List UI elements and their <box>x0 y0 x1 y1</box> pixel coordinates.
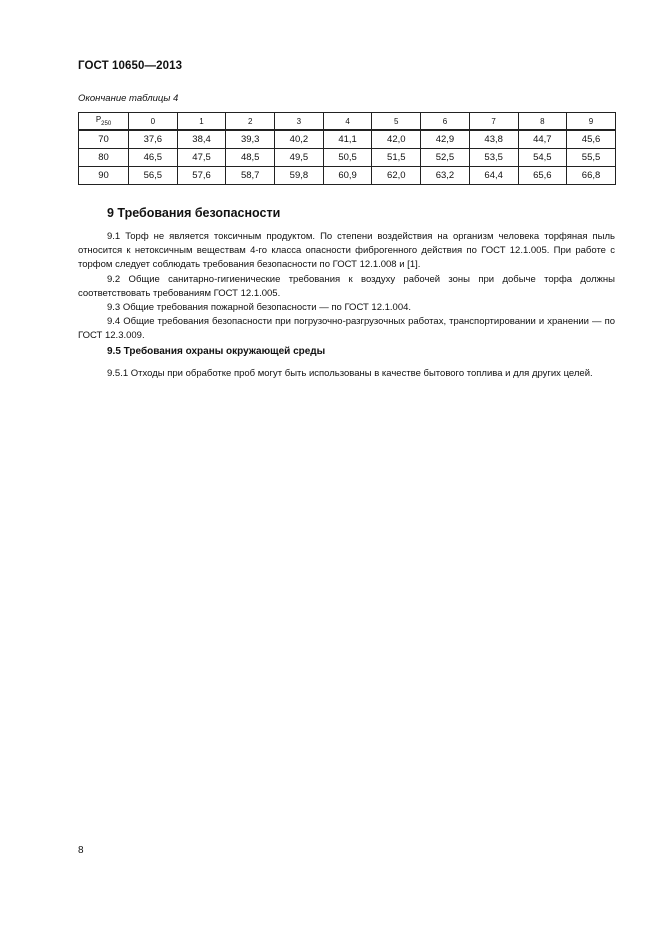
table-row-key: 70 <box>79 130 129 149</box>
head-subscript: 250 <box>101 121 112 127</box>
table-cell: 54,5 <box>518 149 567 167</box>
table-cell: 66,8 <box>567 167 616 185</box>
table-cell: 40,2 <box>275 130 324 149</box>
table-row <box>79 130 616 149</box>
table-cell: 57,6 <box>177 167 226 185</box>
table-cell: 65,6 <box>518 167 567 185</box>
table-header-cell: 8 <box>518 113 567 131</box>
table-header-cell: 0 <box>129 113 178 131</box>
paragraph-9-4: 9.4 Общие требования безопасности при погрузочно-разгрузочных работах, транспортировании и хранении — по ГОСТ 12.3.009. <box>78 316 615 342</box>
table-header-cell: 9 <box>567 113 616 131</box>
table-cell: 62,0 <box>372 167 421 185</box>
table-header-cell: 4 <box>323 113 372 131</box>
section-9-body <box>78 230 615 344</box>
paragraph-9-1: 9.1 Торф не является токсичным продуктом. По степени воздействия на организм человека торфяная пыль относится к нетоксичным веществам 4-го класса опасности фиброгенного действия по ГОСТ 12.1.005. При работе с торфом следует соблюдать требования безопасности по ГОСТ 12.1.008 и [1]. <box>78 231 615 271</box>
table-cell: 41,1 <box>323 130 372 149</box>
paragraph-9-5-1: 9.5.1 Отходы при обработке проб могут быть использованы в качестве бытового топлива и для других целей. <box>107 368 593 379</box>
section-9-5-title: 9.5 Требования охраны окружающей среды <box>107 346 326 357</box>
table-header-cell: 2 <box>226 113 275 131</box>
table-cell: 42,0 <box>372 130 421 149</box>
table-cell: 51,5 <box>372 149 421 167</box>
table-header-cell: 7 <box>469 113 518 131</box>
table-row <box>79 149 616 167</box>
table-cell: 64,4 <box>469 167 518 185</box>
table-header-cell: 1 <box>177 113 226 131</box>
table-header-cell: 6 <box>421 113 470 131</box>
table-cell: 39,3 <box>226 130 275 149</box>
table-row-key: 80 <box>79 149 129 167</box>
head-label: P <box>95 115 102 124</box>
table-cell: 55,5 <box>567 149 616 167</box>
table-cell: 59,8 <box>275 167 324 185</box>
table-header-row <box>79 113 616 131</box>
data-table <box>78 112 616 185</box>
table-cell: 47,5 <box>177 149 226 167</box>
table-cell: 63,2 <box>421 167 470 185</box>
table-cell: 44,7 <box>518 130 567 149</box>
table-cell: 38,4 <box>177 130 226 149</box>
document-code-header: ГОСТ 10650—2013 <box>78 60 183 72</box>
table-caption: Окончание таблицы 4 <box>78 93 179 104</box>
paragraph-9-2: 9.2 Общие санитарно-гигиенические требования к воздуху рабочей зоны при добыче торфа должны соответствовать требованиям ГОСТ 12.1.005. <box>78 273 615 299</box>
table-cell: 58,7 <box>226 167 275 185</box>
table-cell: 46,5 <box>129 149 178 167</box>
table-header-cell: 3 <box>275 113 324 131</box>
table-cell: 52,5 <box>421 149 470 167</box>
section-9-title: 9 Требования безопасности <box>107 206 281 220</box>
table-cell: 56,5 <box>129 167 178 185</box>
table-header-key <box>79 113 129 131</box>
page-number: 8 <box>78 845 84 856</box>
section-9-5-body <box>78 367 615 381</box>
table-cell: 37,6 <box>129 130 178 149</box>
paragraph-9-3: 9.3 Общие требования пожарной безопасности — по ГОСТ 12.1.004. <box>107 302 412 314</box>
table-cell: 49,5 <box>275 149 324 167</box>
table-cell: 50,5 <box>323 149 372 167</box>
table-cell: 48,5 <box>226 149 275 167</box>
table-cell: 60,9 <box>323 167 372 185</box>
table-row <box>79 167 616 185</box>
table-header-cell: 5 <box>372 113 421 131</box>
table-cell: 42,9 <box>421 130 470 149</box>
table-cell: 53,5 <box>469 149 518 167</box>
table-row-key: 90 <box>79 167 129 185</box>
table-cell: 43,8 <box>469 130 518 149</box>
table-cell: 45,6 <box>567 130 616 149</box>
